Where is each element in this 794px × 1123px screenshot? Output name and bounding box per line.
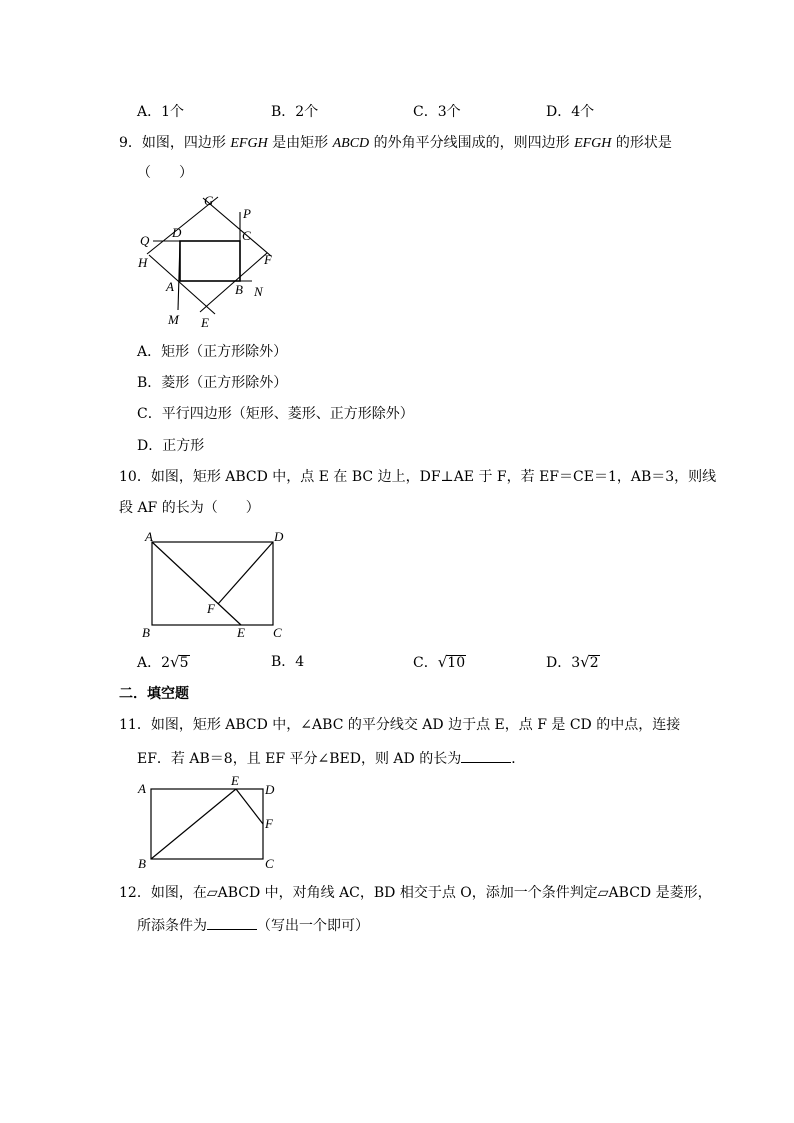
q12-stem-line2: 所添条件为 （写出一个即可）	[137, 918, 369, 934]
q9-rect-abcd	[180, 241, 240, 281]
q11-label-b: B	[138, 856, 146, 871]
q11-label-f: F	[265, 816, 273, 831]
q8-option-b: B．2个	[271, 104, 319, 120]
q11-stem-line2: EF．若 AB＝8，且 EF 平分∠BED，则 AD 的长为 ．	[137, 751, 526, 767]
q10-option-d: D．3√2	[546, 653, 599, 671]
q11-label-e: E	[231, 773, 239, 788]
q10-option-c: C．√10	[413, 653, 466, 671]
q11-stem-line1: 11．如图，矩形 ABCD 中，∠ABC 的平分线交 AD 边于点 E，点 F 是 CD 的中点，连接	[119, 717, 681, 733]
q9-option-b: B．菱形（正方形除外）	[137, 375, 288, 391]
q10-stem-line2: 段 AF 的长为（ ）	[119, 500, 260, 516]
q9-label-d: D	[172, 225, 182, 240]
q9-label-g: G	[204, 193, 214, 208]
q9-label-n: N	[254, 284, 263, 299]
q12-stem-line1: 12．如图，在▱ABCD 中，对角线 AC，BD 相交于点 O，添加一个条件判定▱ABCD 是菱形，	[119, 885, 712, 901]
q9-label-a: A	[166, 279, 174, 294]
q10-label-e: E	[237, 625, 245, 640]
q11-label-a: A	[138, 781, 146, 796]
q10-line-ae	[152, 542, 241, 625]
q11-line-be	[151, 789, 236, 859]
q10-stem-line1: 10．如图，矩形 ABCD 中，点 E 在 BC 边上，DF⊥AE 于 F，若 EF＝CE＝1，AB＝3，则线	[119, 469, 717, 485]
q10-label-a: A	[145, 529, 153, 544]
q9-label-h: H	[138, 255, 148, 270]
q9-option-c: C．平行四边形（矩形、菱形、正方形除外）	[137, 406, 414, 422]
q10-line-df	[218, 542, 273, 604]
q11-figure	[134, 770, 284, 872]
q11-rect-abcd	[151, 789, 263, 859]
q10-option-a: A．2√5	[137, 653, 189, 671]
q9-option-d: D．正方形	[137, 438, 205, 454]
q11-answer-blank[interactable]	[461, 750, 511, 763]
q9-label-c: C	[242, 228, 251, 243]
q9-stem: 9．如图，四边形 EFGH 是由矩形 ABCD 的外角平分线围成的，则四边形 EFGH 的形状是	[119, 135, 672, 151]
q10-label-b: B	[142, 625, 150, 640]
q9-label-f: F	[264, 252, 272, 267]
sqrt-symbol: √	[170, 653, 180, 671]
section-title: 二．填空题	[119, 686, 189, 702]
q10-label-f: F	[207, 601, 215, 616]
sqrt-symbol: √	[580, 653, 590, 671]
q9-label-b: B	[235, 282, 243, 297]
q10-option-b: B．4	[271, 654, 305, 670]
q9-label-m: M	[168, 312, 179, 327]
q8-option-c: C．3个	[413, 104, 461, 120]
q10-figure	[138, 526, 290, 644]
q9-figure	[130, 188, 290, 330]
q10-label-c: C	[273, 625, 282, 640]
q9-line-fe	[200, 253, 267, 312]
q12-answer-blank[interactable]	[207, 917, 257, 930]
q9-label-p: P	[243, 206, 251, 221]
sqrt-symbol: √	[437, 653, 448, 671]
q11-label-d: D	[265, 782, 275, 797]
q9-label-q: Q	[140, 233, 150, 248]
q9-line-eh	[149, 255, 215, 314]
q8-option-d: D．4个	[546, 104, 595, 120]
q8-option-a: A．1个	[137, 104, 185, 120]
q11-label-c: C	[265, 856, 274, 871]
q9-label-e: E	[201, 315, 209, 330]
q10-label-d: D	[274, 529, 284, 544]
q9-option-a: A．矩形（正方形除外）	[137, 344, 288, 360]
q11-line-ef	[236, 789, 263, 824]
q9-paren: （ ）	[137, 165, 193, 181]
